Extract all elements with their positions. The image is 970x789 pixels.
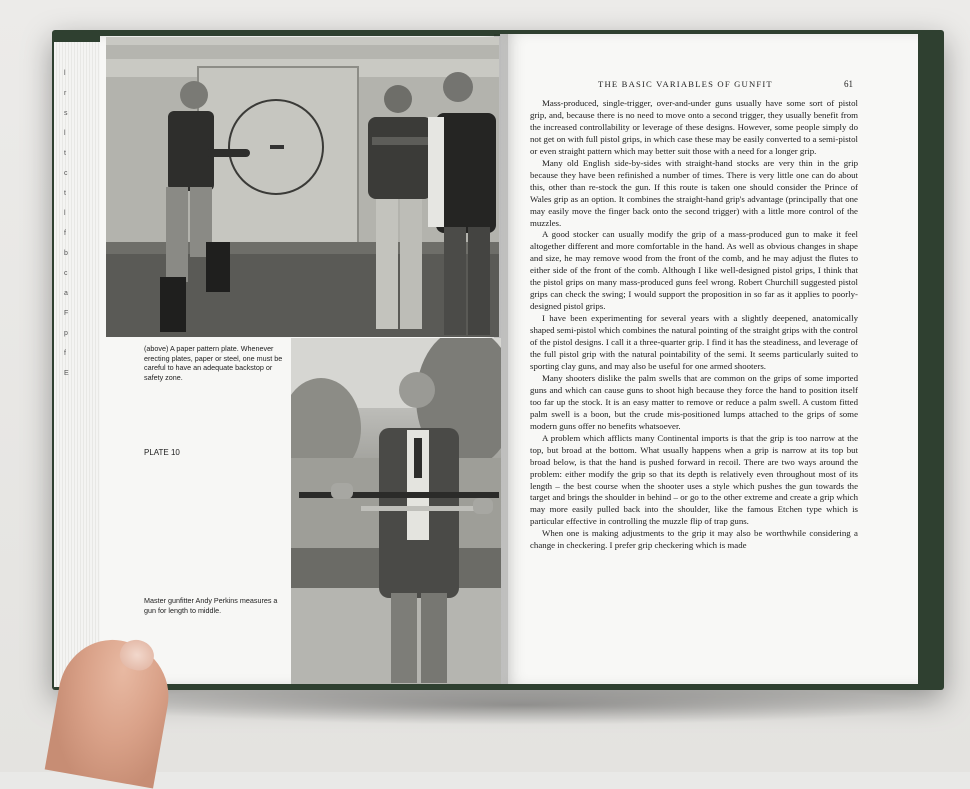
edge-letter: f [64,230,66,237]
foliage [106,45,499,59]
edge-letter: s [64,110,68,117]
edge-letter: t [64,150,66,157]
edge-letter: F [64,310,69,317]
photo-pattern-plate [106,37,499,337]
edge-letter: r [64,90,67,97]
paragraph: Many shooters dislike the palm swells that are common on the grips of some imported guns and which can cause guns to shoot high because they force the hand to position itself too far up the stock. It is an easy matter to remove or reduce a palm swell. A custom fitted palm swell is a boon, but the crude mis-positioned lumps attached to the grips of some modern guns offer no benefits whatsoever. [530,372,858,431]
plate-label: PLATE 10 [144,448,180,457]
edge-letters [64,64,94,624]
caption-bottom: Master gunfitter Andy Perkins measures a gun for length to middle. [144,596,278,615]
book-shadow [100,685,940,725]
target-mark [270,145,284,149]
paragraph: A good stocker can usually modify the grip of a mass-produced gun to make it feel altogether different and more comfortable in the hand. As well as obvious changes in shape and size, he may remove wood from the front of the comb, and he may adjust the flutes to either side of the front of the comb. Although I like well-designed pistol grips, I think that the pistol grips on many mass-produced guns feel wrong. Robert Churchill suggested pistol grips can check the swing; I would support the proposition in so far as it applies to poorly-designed pistol grips. [530,229,858,312]
edge-letter: l [64,70,66,77]
running-head: THE BASIC VARIABLES OF GUNFIT [598,79,773,89]
paragraph: When one is making adjustments to the grip it may also be worthwhile considering a change in checkering. I prefer grip checkering which is made [530,528,858,551]
edge-letter: t [64,190,66,197]
edge-letter: l [64,130,66,137]
page-number: 61 [844,79,853,89]
paragraph: Mass-produced, single-trigger, over-and-under guns usually have some sort of pistol grip, and, because there is no need to move onto a second trigger, they usually benefit from the increased controllability or leverage of these designs. However, some people simply do not get on with full pistol grips, in which case these may be easily converted to a semi-pistol or even straight pattern which may better suit those with a need for a longer grip. [530,98,858,156]
caption-top: (above) A paper pattern plate. Whenever erecting plates, paper or steel, one must be careful to have an adequate backstop or safety zone. [144,344,283,382]
edge-letter: b [64,250,68,257]
gunfitter-scene [291,338,501,684]
photo-gunfitter [291,338,501,684]
edge-letter: a [64,290,68,297]
edge-letter: c [64,170,68,177]
paragraph: Many old English side-by-sides with straight-hand stocks are very thin in the grip because they have been refinished a number of times. There is very little one can do about this, other than re-stock the gun. If this route is taken one should consider the Prince of Wales grip as an option. It combines the straight-hand grip's advantage (principally that one may easily move the finger back onto the second trigger) with a little more control of the muzzles. [530,157,858,228]
edge-letter: f [64,350,66,357]
plank [106,242,499,254]
pattern-plate-scene [106,37,499,337]
edge-letter: l [64,210,66,217]
body-text [530,98,858,552]
edge-letter: p [64,330,68,337]
paragraph: A problem which afflicts many Continental imports is that the grip is too narrow at the top, but broad at the bottom. What usually happens when a grip is narrow at its top but broad below, is that the hand is pushed forward in recoil. There are two ways around the problem: either modify the grip so that its depth is relatively even throughout most of its length – the best course when the shooter uses a style which pushes the gun towards the target and brings the shoulder in behind – or go to the other extreme and create a grip which may more easily pulled back into the shoulder, like the famous Etchen type which is particular effective in controlling the muzzle flip of trap guns. [530,432,858,527]
edge-letter: E [64,370,69,377]
edge-letter: c [64,270,68,277]
paragraph: I have been experimenting for several years with a slightly deepened, anatomically shaped semi-pistol which combines the natural pointing of the straight grips with the control of the pistol designs. I call it a three-quarter grip. I find it has the steadiness, and leverage of the full pistol grip with the natural pointability of the semi. It seems particularly suited to sporting clay guns, and may also be useful for one armed shooters. [530,313,858,371]
